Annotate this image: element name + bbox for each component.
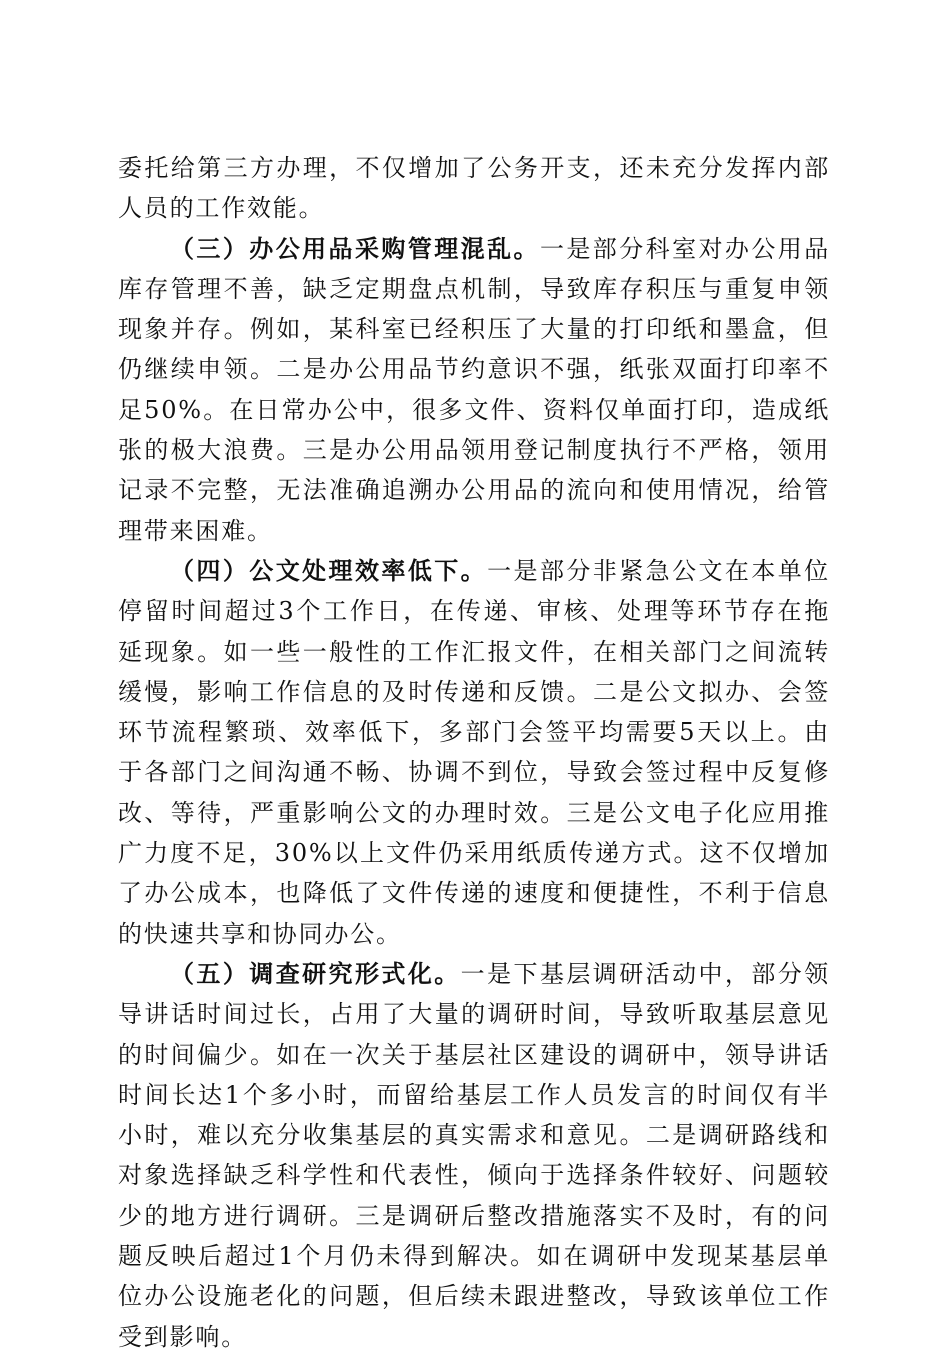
section-heading: （五）调查研究形式化。 [170,958,461,988]
paragraph-text: 委托给第三方办理，不仅增加了公务开支，还未充分发挥内部人员的工作效能。 [118,154,830,223]
paragraph-text: 一是下基层调研活动中，部分领导讲话时间过长，占用了大量的调研时间，导致听取基层意见的时间偏少。如在一次关于基层社区建设的调研中，领导讲话时间长达1个多小时，而留给基层工作人员发言的时间仅有半小时，难以充分收集基层的真实需求和意见。二是调研路线和对象选择缺乏科学性和代表性，倾向于选择条件较好、问题较少的地方进行调研。三是调研后整改措施落实不及时，有的问题反映后超过1个月仍未得到解决。如在调研中发现某基层单位办公设施老化的问题，但后续未跟进整改，导致该单位工作受到影响。 [118,959,830,1351]
paragraph-section-3 [118,229,830,551]
paragraph-text: 一是部分科室对办公用品库存管理不善，缺乏定期盘点机制，导致库存积压与重复申领现象并存。例如，某科室已经积压了大量的打印纸和墨盒，但仍继续申领。二是办公用品节约意识不强，纸张双面打印率不足50%。在日常办公中，很多文件、资料仅单面打印，造成纸张的极大浪费。三是办公用品领用登记制度执行不严格，领用记录不完整，无法准确追溯办公用品的流向和使用情况，给管理带来困难。 [118,234,830,545]
paragraph-continuation [118,148,830,229]
paragraph-text: 一是部分非紧急公文在本单位停留时间超过3个工作日，在传递、审核、处理等环节存在拖延现象。如一些一般性的工作汇报文件，在相关部门之间流转缓慢，影响工作信息的及时传递和反馈。二是公文拟办、会签环节流程繁琐、效率低下，多部门会签平均需要5天以上。由于各部门之间沟通不畅、协调不到位，导致会签过程中反复修改、等待，严重影响公文的办理时效。三是公文电子化应用推广力度不足，30%以上文件仍采用纸质传递方式。这不仅增加了办公成本，也降低了文件传递的速度和便捷性，不利于信息的快速共享和协同办公。 [118,556,830,948]
paragraph-section-5 [118,954,830,1357]
section-heading: （四）公文处理效率低下。 [170,555,488,585]
section-heading: （三）办公用品采购管理混乱。 [170,233,540,263]
document-body [118,148,830,1357]
paragraph-section-4 [118,551,830,954]
